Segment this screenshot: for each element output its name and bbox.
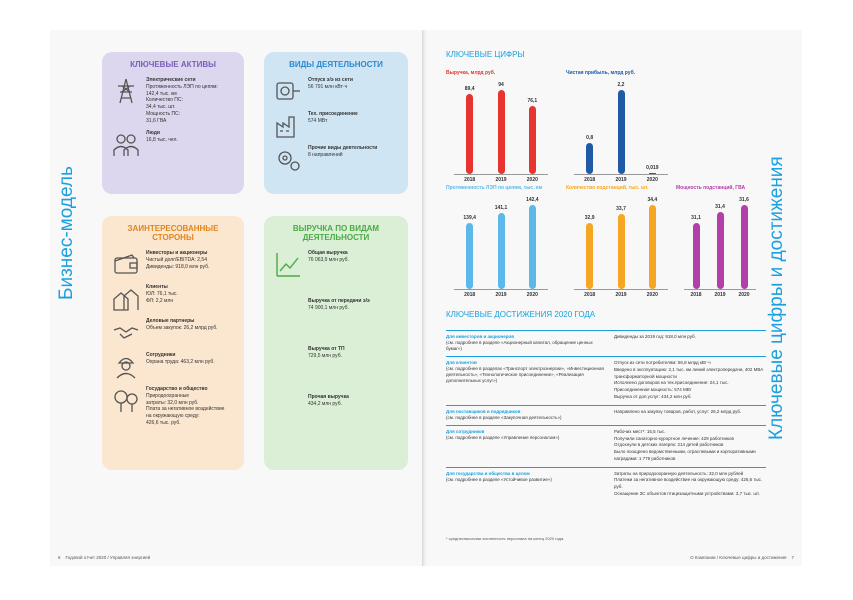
handshake-icon [112,318,140,346]
info-line: Протяженность ЛЭП по цепям: [146,83,218,90]
info-line: Мощность ПС: [146,110,181,117]
footnote: * среднесписочная численность персонала на конец 2020 года. [446,536,565,541]
info-heading: Прочие виды деятельности [308,145,378,151]
achievement-item: Затраты на природоохранную деятельность: 32,0 млн рублей [614,470,744,476]
right-footer [690,555,794,560]
stakeholders-list [112,250,234,427]
chart-bar [498,213,505,289]
bar-value-label: 89,4 [464,86,475,93]
info-row [112,318,234,346]
x-tick-label: 2020 [526,177,538,183]
achievement-item: Оснащение ЗС объектов птицезащитными устройствами: 3,7 тыс. шт. [614,490,760,496]
chart-bar [741,205,748,289]
chart-bar [586,223,593,289]
revenue-panel [264,216,408,470]
info-line: 16,8 тыс. чел. [146,137,178,143]
x-tick-label: 2018 [464,177,476,183]
info-line: ФЛ: 2,2 млн [146,297,174,304]
x-tick-label: 2018 [584,177,596,183]
info-line: Природоохранные [146,392,190,399]
achievement-row [446,467,766,502]
right-vertical-title: Ключевые цифры и достижения [766,156,787,440]
chart-bar [498,90,505,174]
info-line: 74 900,1 млн руб. [308,304,349,311]
info-line: 8 направлений [308,151,343,158]
stakeholders-title: ЗАИНТЕРЕСОВАННЫЕ СТОРОНЫ [127,224,219,242]
info-text [308,111,358,125]
achievement-item: Присоединенная мощность: 574 МВт [614,387,692,393]
spacer [274,394,302,422]
chart-title: Протяженность ЛЭП по цепям, тыс. км [446,185,543,191]
achievement-item: Дивиденды за 2019 год: 918,0 млн руб. [614,334,696,339]
info-line: 142,4 тыс. км [146,90,177,97]
info-heading: Сотрудники [146,352,176,358]
chart-bar [466,223,473,289]
info-text [146,352,215,366]
info-row [274,250,398,278]
assets-title: КЛЮЧЕВЫЕ АКТИВЫ [130,60,216,69]
bar-value-label: 94 [498,82,504,88]
spacer [274,298,302,326]
info-text [308,346,345,360]
audience-title: Для инвесторов и акционеров [446,334,515,339]
info-text [146,130,178,144]
achievement-item: Введено в эксплуатацию: 2,1 тыс. км линий электропередачи, 402 МВА трансформаторной мощности [614,366,764,379]
audience-title: Для сотрудников [446,428,485,434]
info-line: ЮЛ: 76,1 тыс. [146,290,178,297]
info-row [112,284,234,312]
info-row [112,77,234,124]
info-heading: Инвесторы и акционеры [146,250,208,256]
info-text [146,284,178,304]
bar-chart [566,185,676,305]
wallet-icon [112,250,140,278]
achievement-items [614,360,766,401]
info-text [308,298,370,312]
bar-value-label: 142,4 [526,197,539,203]
bar-chart [446,70,556,190]
bar-value-label: 31,1 [691,215,701,222]
info-row [274,346,398,374]
info-line: 76 063,9 млн руб. [308,256,349,263]
info-line: Количество ПС: [146,97,183,104]
chart-title: Количество подстанций, тыс. шт. [566,185,649,191]
info-line: затраты: 32,0 млн руб. [146,399,199,406]
achievement-items [614,429,766,463]
info-heading: Клиенты [146,284,168,290]
info-row [112,386,234,427]
activities-panel [264,52,408,194]
chart-title: Мощность подстанций, ГВА [676,185,746,191]
info-heading: Деловые партнеры [146,318,195,324]
activities-list [274,77,398,173]
left-page-number: 6 [58,555,61,560]
chart-bar [649,173,656,174]
info-heading: Выручка от ТП [308,346,345,352]
info-row [274,394,398,422]
info-heading: Государство и общество [146,386,208,392]
x-tick-label: 2020 [738,292,750,298]
x-tick-label: 2020 [646,177,658,183]
audience-title: Для государства и общества в целом [446,470,530,476]
info-line: 729,5 млн руб. [308,352,342,359]
info-line: Чистый долг/EBITDA: 2,54 [146,256,207,263]
achievement-items [614,471,766,498]
info-text [146,318,218,332]
info-heading: Выручка от передачи э/э [308,298,370,304]
info-row [274,77,398,105]
achievement-item: Выручка от доп.услуг: 434,2 млн руб. [614,393,692,399]
info-heading: Прочая выручка [308,394,349,400]
bar-value-label: 2,2 [617,82,625,88]
info-heading: Электрические сети [146,77,196,83]
info-line: Объем закупок: 26,2 млрд руб. [146,324,218,331]
info-line: 31,6 ГВА [146,117,167,124]
info-line: 34,4 тыс. шт. [146,104,176,110]
chart-bar [466,94,473,174]
growth-chart-icon [274,250,302,278]
achievement-item: Исполнено договоров на тех.присоединение: 24,1 тыс. [614,380,729,386]
bar-value-label: 33,7 [616,205,626,212]
x-tick-label: 2019 [615,292,627,298]
achievement-item: Отпуск из сети потребителям: 56,8 млрд кВт·ч [614,360,711,366]
socket-icon [274,77,302,105]
info-text [308,77,353,91]
info-row [274,111,398,139]
chart-baseline [454,174,548,175]
report-spread [50,30,802,566]
audience-description: (см. подробнее в разделе «Акционерный капитал, обращение ценных бумаг») [446,340,593,352]
chart-bar [586,143,593,174]
left-page [50,30,424,566]
info-text [308,394,349,408]
info-text [146,77,218,124]
bar-chart [446,185,556,305]
bar-value-label: 31,4 [715,204,725,211]
info-row [274,298,398,326]
spacer [274,346,302,374]
houses-icon [112,284,140,312]
x-tick-label: 2018 [584,292,596,298]
info-row [112,352,234,380]
info-line: Охрана труда: 463,2 млн руб. [146,358,215,365]
chart-baseline [454,289,548,290]
info-line: Плата за негативное воздействие [146,406,225,413]
stakeholders-panel [102,216,244,470]
power-tower-icon [112,77,140,105]
bar-value-label: 31,6 [739,197,749,203]
achievement-item: Рабочих мест*: 15,5 тыс. [614,428,666,434]
info-line: 56 791 млн кВт·ч [308,83,348,90]
info-row [112,250,234,278]
info-heading: Тех. присоединение [308,111,358,117]
bar-chart [566,70,676,190]
achievement-audience [446,409,614,421]
bar-value-label: 34,4 [647,197,658,203]
achievements-title: КЛЮЧЕВЫЕ ДОСТИЖЕНИЯ 2020 ГОДА [446,310,596,319]
info-text [308,145,377,159]
assets-panel [102,52,244,194]
audience-description: (см. подробнее в разделах «Транспорт электроэнергии», «Инвестиционная деятельность», «Технологическое присоединение», «Реализация дополнительных услуг») [446,366,604,384]
factory-icon [274,111,302,139]
info-row [274,145,398,173]
chart-bar [529,205,536,289]
chart-title: Чистая прибыль, млрд руб. [566,70,636,76]
bar-value-label: 76,1 [527,97,538,104]
info-heading: Люди [146,130,160,137]
bar-value-label: 141,1 [494,205,508,211]
achievement-row [446,425,766,467]
revenue-list [274,250,398,422]
x-tick-label: 2019 [495,292,507,298]
chart-bar [693,223,700,289]
x-tick-label: 2018 [464,292,476,298]
left-footer-text: Годовой отчет 2020 / Управляя энергией [65,555,151,560]
chart-title: Выручка, млрд руб. [446,70,496,76]
left-footer [58,555,150,560]
info-line: 574 МВт [308,117,328,124]
achievement-row [446,405,766,425]
worker-icon [112,352,140,380]
achievement-audience [446,471,614,498]
chart-bar [618,90,625,174]
achievement-item: Было поощрено ведомственными, отраслевыми и корпоративными наградами: 1 779 работников [614,449,756,461]
chart-bar [717,212,724,289]
trees-icon [112,386,140,414]
info-line: на окружающую среду: [146,413,200,419]
bar-value-label: 0,019 [646,165,659,171]
activities-title: ВИДЫ ДЕЯТЕЛЬНОСТИ [289,60,383,69]
audience-title: Для поставщиков и подрядчиков [446,408,521,414]
audience-title: Для клиентов [446,360,477,366]
achievement-audience [446,334,614,352]
info-row [112,130,234,158]
achievement-audience [446,429,614,463]
x-tick-label: 2020 [646,292,658,298]
bar-value-label: 0,8 [586,135,594,142]
achievement-row [446,330,766,356]
chart-bar [618,214,625,289]
key-figures-title: КЛЮЧЕВЫЕ ЦИФРЫ [446,50,525,59]
info-text [146,386,224,427]
bar-value-label: 32,9 [584,215,595,222]
bar-chart [676,185,764,305]
achievement-item: Направлено на закупку товаров, работ, услуг: 26,2 млрд руб. [614,408,742,414]
x-tick-label: 2018 [690,292,702,298]
audience-description: (см. подробнее в разделе «Закупочная деятельность») [446,414,562,420]
info-text [146,250,209,270]
info-heading: Общая выручка [308,250,348,256]
x-tick-label: 2020 [526,292,538,298]
chart-bar [529,106,536,174]
revenue-title: ВЫРУЧКА ПО ВИДАМ ДЕЯТЕЛЬНОСТИ [292,224,380,242]
x-tick-label: 2019 [714,292,726,298]
achievement-row [446,356,766,405]
info-line: Дивиденды: 918,0 млн руб. [146,263,210,270]
achievement-items [614,334,766,352]
audience-description: (см. подробнее в разделе «Управление персоналом») [446,434,560,440]
x-tick-label: 2019 [495,177,507,183]
chart-baseline [574,174,668,175]
right-footer-text: О Компании / Ключевые цифры и достижения [690,555,787,560]
achievement-item: Отдохнули в детских лагерях: 214 детей работников [614,442,724,448]
achievement-audience [446,360,614,401]
achievement-items [614,409,766,421]
chart-bar [649,205,656,289]
people-icon [112,130,140,158]
achievements-table [446,330,766,502]
assets-list [112,77,234,158]
right-page-number: 7 [791,555,794,560]
x-tick-label: 2019 [615,177,627,183]
info-line: 434,2 млн руб. [308,400,342,407]
chart-baseline [574,289,668,290]
info-line: 426,6 тыс. руб. [146,419,181,426]
achievement-item: Платежи за негативное воздействие на окружающую среду: 426,6 тыс. руб. [614,477,763,490]
audience-description: (см. подробнее в разделе «Устойчивое развитие») [446,476,552,482]
info-text [308,250,349,264]
bar-value-label: 139,4 [463,215,476,222]
achievement-item: Получили санаторно-курортное лечение: 429 работников [614,435,734,441]
left-vertical-title: Бизнес-модель [56,166,77,300]
chart-baseline [684,289,756,290]
info-heading: Отпуск э/э из сети [308,77,353,83]
gears-icon [274,145,302,173]
right-page [426,30,802,566]
